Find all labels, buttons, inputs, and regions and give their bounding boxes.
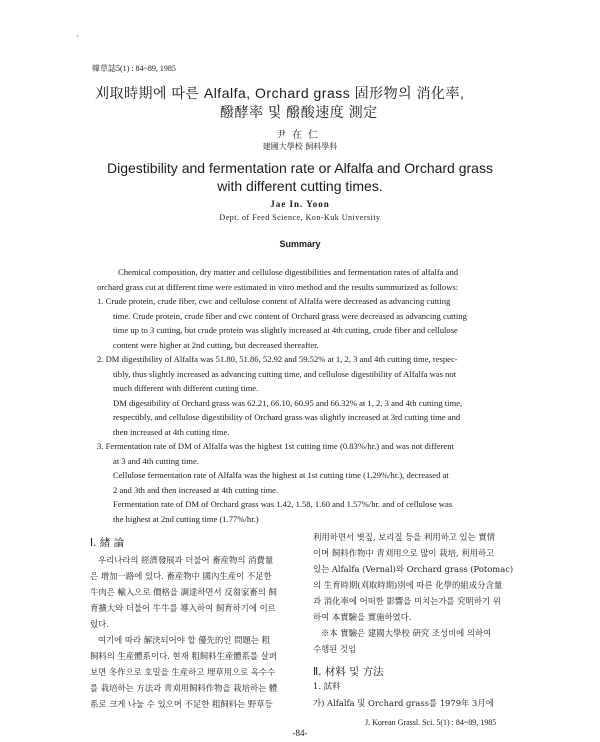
affiliation-korean: 建國大學校 飼料學科 bbox=[262, 142, 338, 151]
summary-line: at 3 and 4th cutting time. bbox=[113, 456, 199, 466]
body-line: 系로 크게 나눌 수 있으며 不足한 粗飼料는 野草등 bbox=[90, 699, 273, 709]
summary-line: time. Crude protein, crude fiber and cwc content of Orchard grass were decreased as advancing cutting bbox=[113, 311, 467, 321]
summary-line: tibly, thus slightly increased as advancing cutting time, and cellulose digestibility of Alfalfa was not bbox=[113, 369, 457, 379]
korean-title-line-2: 醱酵率 및 醱酸速度 測定 bbox=[220, 104, 378, 120]
body-line: 이며 飼料作物中 靑刈用으로 많이 栽培, 利用하고 bbox=[313, 548, 495, 558]
body-line: 보면 冬作으로 호밀을 生産하고 埋草用으로 옥수수 bbox=[90, 667, 276, 677]
subsection-heading: 1. 試料 bbox=[313, 681, 341, 691]
footer-journal-citation: J. Korean Grassl. Sci. 5(1) : 84~89, 1985 bbox=[365, 718, 497, 727]
summary-line: time up to 3 cutting, but crude protein was slightly increased at 4th cutting, crude fiber and cellulose bbox=[113, 325, 458, 335]
summary-line: 2 and 3th and then increased at 4th cutting time. bbox=[113, 485, 279, 495]
summary-line: Fermentation rate of DM of Orchard grass was 1.42, 1.58, 1.60 and 1.57%/hr. and of cellulose was bbox=[113, 499, 453, 509]
page-mark: · bbox=[76, 32, 79, 41]
body-line: 牛肉은 輸入으로 價格을 調達하면서 反芻家畜의 飼 bbox=[90, 587, 277, 597]
summary-line: DM digestibility of Orchard grass was 62.21, 66.10, 60.95 and 66.32% at 1, 2, 3 and 4th cutting time, bbox=[113, 398, 463, 408]
summary-line: Cellulose fermentation rate of Alfalfa was the highest at 1st cutting time (1.29%/hr.), decreased at bbox=[113, 470, 449, 480]
body-line: 과 消化率에 어떠한 影響을 미치는가를 究明하기 위 bbox=[313, 596, 501, 606]
funding-note: ※本 實驗은 建國大學校 硏究 조성비에 의하여 bbox=[321, 628, 492, 638]
summary-heading: Summary bbox=[279, 239, 321, 249]
section-2-heading: Ⅱ. 材料 및 方法 bbox=[313, 666, 384, 678]
summary-line: orchard grass cut at different time were estimated in vitro method and the results summurized as follows: bbox=[97, 282, 459, 292]
author-korean: 尹在仁 bbox=[276, 130, 324, 141]
summary-line: then increased at 4th cutting time. bbox=[113, 427, 230, 437]
english-title-line-2: with different cutting times. bbox=[217, 178, 383, 194]
funding-note: 수행된 것임 bbox=[313, 644, 357, 654]
summary-line: much different with different cutting time. bbox=[113, 383, 259, 393]
body-line: 가) Alfalfa 및 Orchard grass를 1979年 3月에 bbox=[313, 698, 494, 708]
body-line: 우리나라의 經濟發展과 더불어 畜産物의 消費量 bbox=[98, 555, 274, 565]
english-title-line-1: Digestibility and fermentation rate or Alfalfa and Orchard grass bbox=[107, 160, 493, 176]
author-english: Jae In. Yoon bbox=[270, 199, 330, 209]
summary-line: the highest at 2nd cutting time (1.77%/hr.) bbox=[113, 514, 259, 524]
page-number: -84- bbox=[292, 728, 308, 738]
body-line: 여기에 따라 解決되어야 할 優先的인 問題는 粗 bbox=[98, 635, 270, 645]
korean-title-line-1: 刈取時期에 따른 Alfalfa, Orchard grass 固形物의 消化率, bbox=[95, 85, 465, 101]
summary-line: respectibly, and cellulose digestibility of Orchard grass was slightly increased at 3rd cutting time and bbox=[113, 412, 461, 422]
summary-line: 3. Fermentation rate of DM of Alfalfa was the highest 1st cutting time (0.83%/hr.) and was not different bbox=[97, 441, 454, 451]
body-line: 의 生育時期(刈取時期)別에 따른 化學的組成分含量 bbox=[313, 580, 503, 590]
body-line: 利用하면서 볏짚, 보리짚 등을 利用하고 있는 實情 bbox=[313, 532, 496, 542]
body-line: 飼料의 生産體系이다. 현재 粗飼料生産體系를 살펴 bbox=[90, 651, 277, 661]
summary-line: content were higher at 2nd cutting, but decreased thereafter. bbox=[113, 340, 319, 350]
body-line: 은 增加一路에 있다. 畜産物中 國內生産이 不足한 bbox=[90, 571, 272, 581]
section-1-heading: Ⅰ. 緖 論 bbox=[90, 537, 125, 549]
summary-line: 2. DM digestibility of Alfalfa was 51.80, 51.86, 52.92 and 59.52% at 1, 2, 3 and 4th cutting time, respec- bbox=[97, 354, 458, 364]
summary-line: Chemical composition, dry matter and cellulose digestibilities and fermentation rates of alfalfa and bbox=[118, 267, 459, 277]
summary-line: 1. Crude protein, crude fiber, cwc and cellulose content of Alfalfa were decreased as advancing cutting bbox=[97, 296, 451, 306]
journal-reference: 韓草誌5(1) : 84~89, 1985 bbox=[92, 64, 176, 73]
body-line: 있는 Alfalfa (Vernal)와 Orchard grass (Potomac) bbox=[313, 564, 514, 574]
body-line: 렀다. bbox=[90, 619, 109, 629]
affiliation-english: Dept. of Feed Science, Kon-Kuk University bbox=[219, 213, 381, 222]
body-line: 育擴大와 더불어 牛牛를 導入하여 飼育하기에 이르 bbox=[90, 603, 276, 613]
body-line: 하여 本實驗을 實施하였다. bbox=[313, 612, 412, 622]
body-line: 를 栽培하는 方法과 靑刈用飼料作物을 栽培하는 體 bbox=[90, 683, 278, 693]
